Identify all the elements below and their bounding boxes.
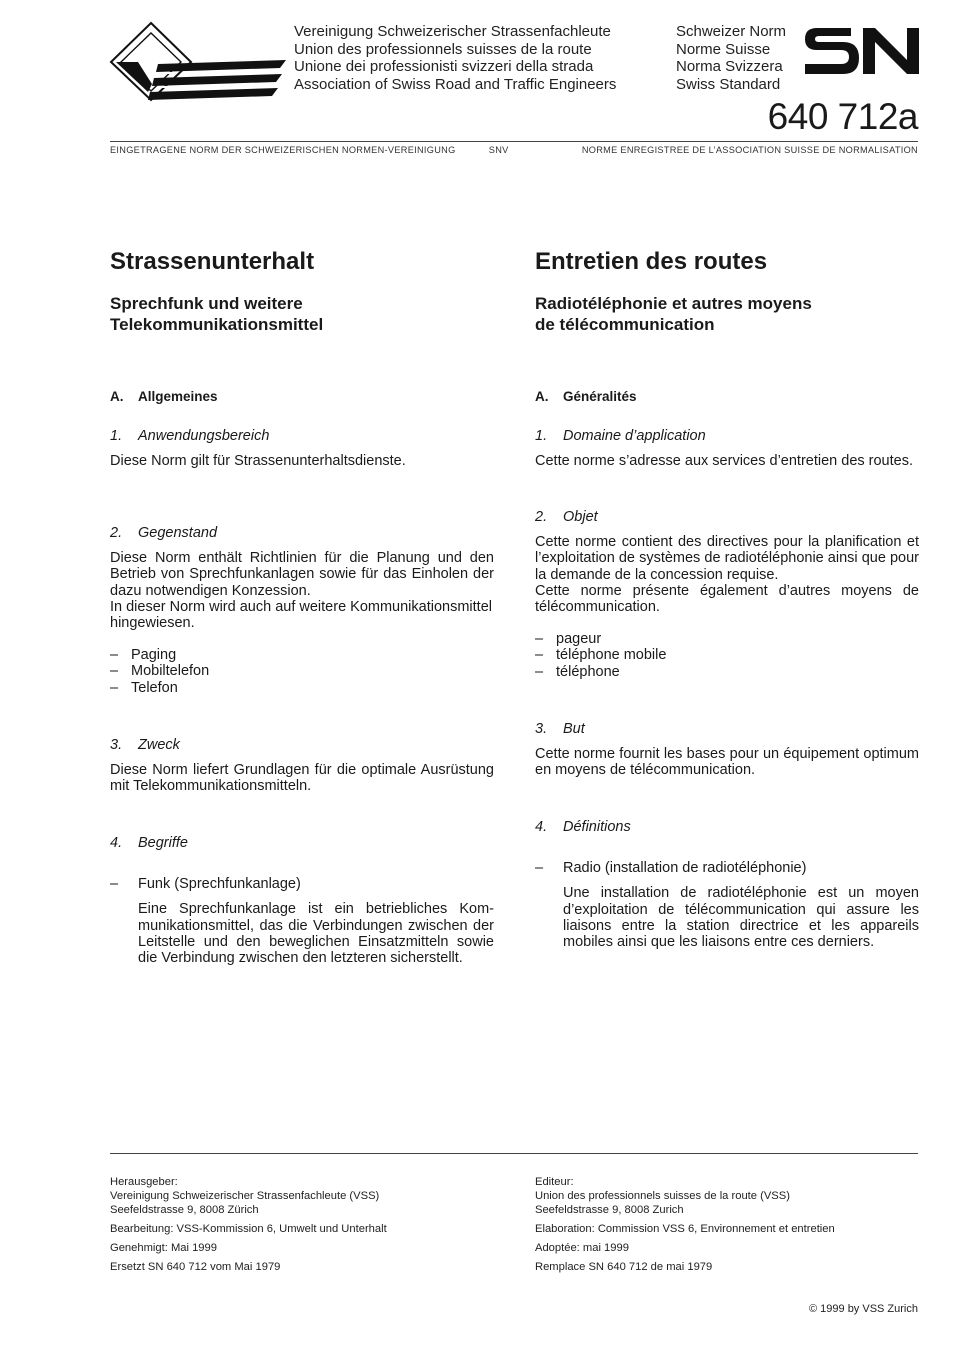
org-line-en: Association of Swiss Road and Traffic Engineers — [294, 76, 617, 94]
norm-line-en: Swiss Standard — [676, 76, 781, 94]
registered-de: EINGETRAGENE NORM DER SCHWEIZERISCHEN NORMEN-VEREINIGUNG — [110, 145, 456, 155]
section-2-text2-de: In dieser Norm wird auch auf weitere Kommunikationsmittel hingewiesen. — [110, 598, 492, 632]
footer-german — [110, 1175, 494, 1279]
section-2-list-de — [110, 647, 494, 696]
norm-line-de: Schweizer Norm — [676, 23, 787, 40]
organization-names — [294, 23, 616, 94]
section-3-text-de: Diese Norm liefert Grundlagen für die optimale Ausrüstung mit Telekommunikationsmitteln. — [110, 761, 494, 795]
section-2-list-fr — [535, 631, 919, 680]
subtitle-fr: Radiotéléphonie et autres moyens de télécommunication — [535, 294, 812, 334]
section-3-text-fr: Cette norme fournit les bases pour un équipement optimum en moyens de télécommunication. — [535, 745, 919, 779]
section-a-heading-fr: A. Généralités — [535, 389, 637, 404]
norm-line-it: Norma Svizzera — [676, 58, 783, 76]
definition-text-de: Eine Sprechfunkanlage ist ein betriebliches Kommunikationsmittel, das die Verbindungen zwischen der Leitstelle und den beweglichen Einsatzmitteln sowie die Verbindung zwischen den letzteren sicherstellt. — [138, 901, 494, 967]
section-1-heading-de: 1. Anwendungsbereich — [110, 428, 270, 444]
title-fr: Entretien des routes — [535, 248, 768, 275]
list-item: – Telefon — [110, 679, 178, 696]
section-2-text-de: Diese Norm enthält Richtlinien für die Planung und den Betrieb von Sprechfunkanlagen sowie für das Einholen der dazu notwendigen Konzession. — [110, 550, 494, 599]
column-german — [110, 248, 494, 966]
section-3-heading-fr: 3. But — [535, 720, 585, 737]
list-item: – pageur — [535, 631, 602, 648]
section-1-text-fr: Cette norme s’adresse aux services d’entretien des routes. — [535, 453, 913, 469]
publisher-name-de: Vereinigung Schweizerischer Strassenfachleute (VSS) — [110, 1190, 380, 1202]
vss-logo — [108, 20, 288, 102]
section-4-heading-de: 4. Begriffe — [110, 835, 188, 852]
definition-term-fr: – Radio (installation de radiotéléphonie) — [535, 860, 807, 877]
header-rule — [110, 141, 918, 142]
section-2-text-fr: Cette norme contient des directives pour la planification et l’exploitation de systèmes de radiotéléphonie ainsi que pour la demande de la concession requise. — [535, 534, 919, 583]
copyright: © 1999 by VSS Zurich — [809, 1303, 918, 1315]
section-4-heading-fr: 4. Définitions — [535, 819, 631, 836]
section-a-heading-de: A. Allgemeines — [110, 389, 218, 404]
org-line-it: Unione dei professionisti svizzeri della strada — [294, 58, 594, 76]
approved-fr: Adoptée: mai 1999 — [535, 1242, 629, 1254]
section-3-heading-de: 3. Zweck — [110, 736, 180, 753]
norm-number: 640 712a — [767, 96, 918, 137]
section-2-text2-fr: Cette norme présente également d’autres moyens de télécommunication. — [535, 582, 919, 616]
section-1-heading-fr: 1. Domaine d’application — [535, 428, 706, 444]
processing-fr: Elaboration: Commission VSS 6, Environnement et entretien — [535, 1223, 835, 1235]
definition-text-fr: Une installation de radiotéléphonie est un moyen d’exploitation de télécommunication qui assure les liaisons entre la station directrice et les appareils mobiles ainsi que les liaisons entre ces derniers. — [563, 885, 919, 951]
norm-line-fr: Norme Suisse — [676, 40, 771, 58]
registered-fr: NORME ENREGISTREE DE L’ASSOCIATION SUISSE DE NORMALISATION — [581, 145, 918, 155]
publisher-label-fr: Editeur: — [535, 1176, 574, 1188]
approved-de: Genehmigt: Mai 1999 — [110, 1242, 217, 1254]
column-french — [535, 248, 919, 950]
footer-french — [535, 1175, 919, 1279]
publisher-name-fr: Union des professionnels suisses de la route (VSS) — [535, 1190, 790, 1202]
list-item: – téléphone mobile — [535, 647, 667, 664]
title-de: Strassenunterhalt — [110, 248, 315, 275]
subtitle-de: Sprechfunk und weitere Telekommunikationsmittel — [110, 294, 324, 334]
publisher-address-de: Seefeldstrasse 9, 8008 Zürich — [110, 1204, 259, 1216]
registered-line — [110, 145, 918, 155]
sn-logo — [803, 24, 919, 76]
processing-de: Bearbeitung: VSS-Kommission 6, Umwelt und Unterhalt — [110, 1223, 387, 1235]
registered-snv: SNV — [488, 145, 509, 155]
footer-rule — [110, 1153, 918, 1154]
org-line-de: Vereinigung Schweizerischer Strassenfachleute — [294, 23, 611, 40]
org-line-fr: Union des professionnels suisses de la route — [294, 40, 592, 58]
replaces-fr: Remplace SN 640 712 de mai 1979 — [535, 1261, 713, 1273]
list-item: – Mobiltelefon — [110, 663, 210, 680]
section-2-heading-de: 2. Gegenstand — [110, 525, 218, 542]
definition-term-de: – Funk (Sprechfunkanlage) — [110, 876, 301, 893]
list-item: – Paging — [110, 647, 177, 664]
section-2-heading-fr: 2. Objet — [535, 509, 598, 526]
publisher-label-de: Herausgeber: — [110, 1176, 178, 1188]
list-item: – téléphone — [535, 663, 620, 680]
norm-designations — [676, 23, 786, 94]
replaces-de: Ersetzt SN 640 712 vom Mai 1979 — [110, 1261, 281, 1273]
publisher-address-fr: Seefeldstrasse 9, 8008 Zurich — [535, 1204, 684, 1216]
section-1-text-de: Diese Norm gilt für Strassenunterhaltsdienste. — [110, 453, 406, 469]
